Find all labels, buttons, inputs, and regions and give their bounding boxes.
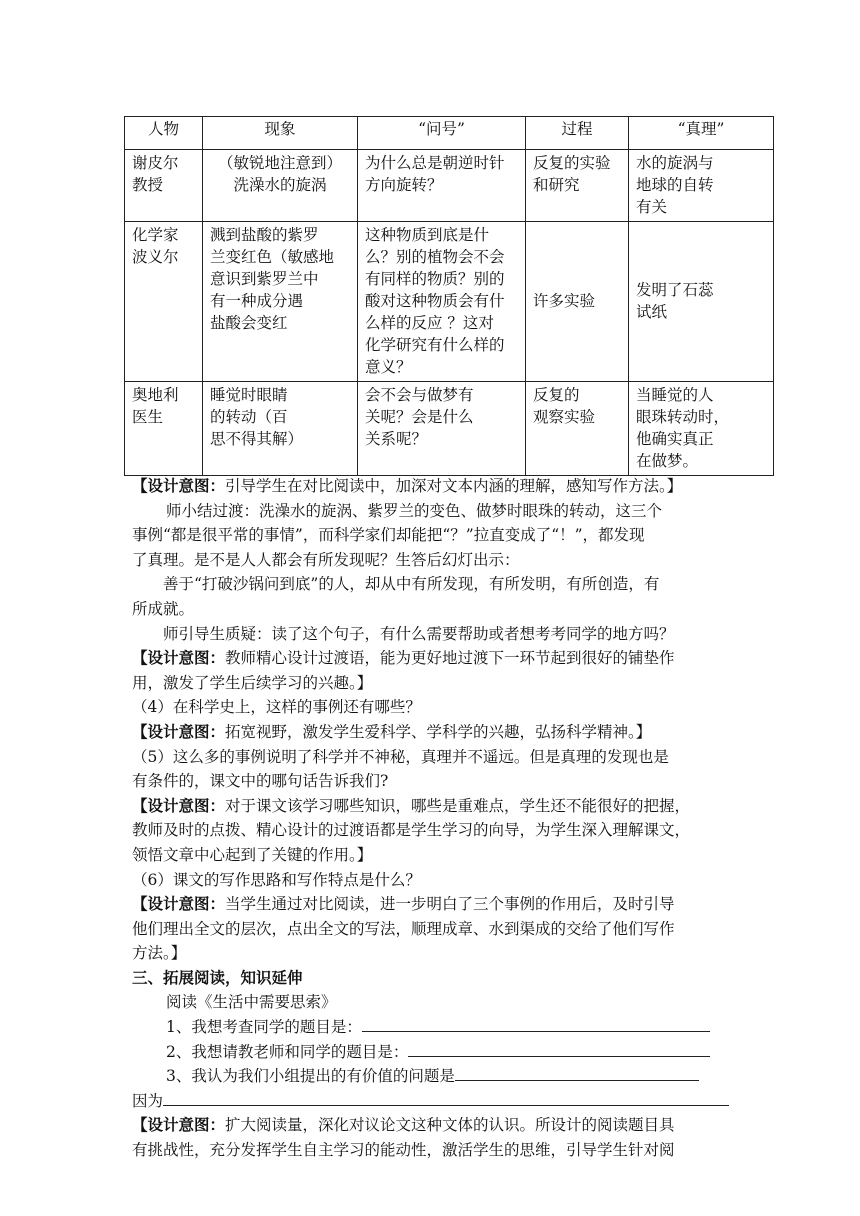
exercise-line-4: [132, 1089, 734, 1114]
header-truth: “真理”: [629, 117, 774, 150]
cell-text: 谢皮尔: [132, 154, 179, 172]
table-row: [125, 222, 774, 382]
cell-process: [526, 150, 629, 222]
paragraph-line: 领悟文章中心起到了关键的作用。】: [132, 845, 373, 864]
table-row: [125, 382, 774, 476]
cell-text: 盐酸会变红: [210, 314, 288, 332]
paragraph-line: 方法。】: [132, 944, 187, 963]
cell-text: 教授: [132, 176, 164, 194]
exercise-line-1: [132, 1015, 734, 1040]
design-intent-paragraph: [132, 794, 734, 819]
question-line: （6）课文的写作思路和写作特点是什么？: [132, 870, 421, 889]
cell-text: 溅到盐酸的紫罗: [210, 226, 319, 244]
cell-text: 为什么总是朝逆时针: [365, 154, 505, 172]
cell-text: 发明了石蕊: [636, 281, 714, 299]
exercise-line-2: [132, 1040, 734, 1065]
cell-text: 试纸: [636, 303, 668, 321]
cell-text: 地球的自转: [636, 176, 714, 194]
cell-text: 观察实验: [533, 408, 596, 426]
cell-text: 反复的: [533, 386, 580, 404]
cell-text: 么？别的植物会不会: [365, 248, 505, 266]
paragraph-line: 有挑战性，充分发挥学生自主学习的能动性，激活学生的思维，引导学生针对阅: [132, 1141, 675, 1160]
paragraph-text: 教师精心设计过渡语，能为更好地过渡下一环节起到很好的铺垫作: [225, 649, 675, 668]
cell-question: [358, 150, 526, 222]
cell-question: [358, 222, 526, 382]
cell-text: 许多实验: [533, 292, 596, 310]
cell-text: 有关: [636, 198, 668, 216]
comparison-table: [124, 116, 774, 476]
cell-text: 化学家: [132, 226, 179, 244]
paragraph-text: 当学生通过对比阅读，进一步明白了三个事例的作用后，及时引导: [225, 895, 675, 914]
section-heading: 三、拓展阅读，知识延伸: [132, 967, 303, 987]
answer-blank[interactable]: [362, 1016, 710, 1032]
cell-text: 么样的反应 ？这对: [365, 314, 494, 332]
cell-text: 睡觉时眼睛: [210, 386, 288, 404]
cell-text: 他确实真正: [636, 430, 714, 448]
cell-text: 水的旋涡与: [636, 154, 714, 172]
cell-text: 兰变红色（敏感地: [210, 248, 335, 266]
cell-phenomenon: [203, 382, 358, 476]
paragraph-line: 了真理。是不是人人都会有所发现呢？生答后幻灯出示：: [132, 550, 520, 569]
paragraph-text: 引导学生在对比阅读中，加深对文本内涵的理解，感知写作方法。】: [225, 477, 683, 495]
cell-text: 洗澡水的旋涡: [233, 176, 327, 194]
cell-phenomenon: [203, 222, 358, 382]
cell-text: 当睡觉的人: [636, 386, 714, 404]
cell-text: 的转动（百: [210, 408, 288, 426]
cell-person: [125, 382, 203, 476]
cell-text: 医生: [132, 408, 164, 426]
cell-text: 眼珠转动时，: [636, 408, 730, 426]
paragraph-line: 事例“都是很平常的事情”，而科学家们却能把“？”拉直变成了“！”，都发现: [132, 526, 645, 545]
cell-text: 方向旋转？: [365, 176, 443, 194]
design-intent-label: 【设计意图：: [132, 1115, 226, 1135]
cell-text: 酸对这种物质会有什: [365, 292, 505, 310]
cell-text: （敏锐地注意到）: [217, 154, 342, 172]
reading-assignment: 阅读《生活中需要思索》: [166, 993, 337, 1012]
cell-text: 关呢？会是什么: [365, 408, 474, 426]
cell-text: 有同样的物质？别的: [365, 270, 505, 288]
exercise-prompt: 因为: [132, 1091, 164, 1110]
paragraph-line: 师引导生质疑：读了这个句子，有什么需要帮助或者想考考同学的地方吗？: [163, 624, 675, 643]
design-intent-label: 【设计意图：: [132, 648, 226, 668]
cell-text: 会不会与做梦有: [365, 386, 474, 404]
paragraph-text: 拓宽视野，激发学生爱科学、学科学的兴趣，弘扬科学精神。】: [225, 722, 652, 741]
cell-text: 关系呢？: [365, 430, 428, 448]
exercise-prompt: 1、我想考查同学的题目是：: [166, 1018, 362, 1037]
cell-text: 奥地利: [132, 386, 179, 404]
cell-text: 化学研究有什么样的: [365, 336, 505, 354]
cell-truth: [629, 150, 774, 222]
design-intent-label: 【设计意图：: [132, 476, 226, 495]
design-intent-label: 【设计意图：: [132, 721, 226, 741]
header-process: 过程: [526, 117, 629, 150]
question-line: （4）在科学史上，这样的事例还有哪些？: [132, 698, 421, 717]
question-line: （5）这么多的事例说明了科学并不神秘，真理并不遥远。但是真理的发现也是: [132, 747, 669, 766]
paragraph-text: 对于课文该学习哪些知识，哪些是重难点，学生还不能很好的把握，: [225, 796, 691, 815]
cell-phenomenon: [203, 150, 358, 222]
paragraph-line: 善于“打破沙锅问到底”的人，却从中有所发现，有所发明，有所创造，有: [163, 575, 660, 594]
cell-text: 意义？: [365, 358, 412, 376]
body-text: [132, 474, 734, 1163]
cell-text: 在做梦。: [636, 452, 699, 470]
exercise-line-3: [132, 1064, 734, 1089]
design-intent-paragraph: [132, 720, 734, 745]
answer-blank[interactable]: [455, 1065, 699, 1081]
exercise-prompt: 2、我想请教老师和同学的题目是：: [166, 1042, 409, 1061]
design-intent-label: 【设计意图：: [132, 894, 226, 914]
cell-text: 这种物质到底是什: [365, 226, 490, 244]
exercise-prompt: 3、我认为我们小组提出的有价值的问题是: [166, 1067, 455, 1086]
cell-text: 波义尔: [132, 248, 179, 266]
paragraph-line: 有条件的，课文中的哪句话告诉我们?: [132, 772, 389, 791]
design-intent-label: 【设计意图：: [132, 795, 226, 815]
cell-process: [526, 222, 629, 382]
cell-text: 意识到紫罗兰中: [210, 270, 319, 288]
design-intent-paragraph: [132, 1113, 734, 1138]
cell-text: 思不得其解）: [210, 430, 304, 448]
cell-truth: [629, 382, 774, 476]
cell-question: [358, 382, 526, 476]
paragraph-line: 所成就。: [132, 599, 195, 618]
paragraph-line: 他们理出全文的层次，点出全文的写法，顺理成章、水到渠成的交给了他们写作: [132, 919, 675, 938]
cell-text: 反复的实验: [533, 154, 611, 172]
header-question: “问号”: [358, 117, 526, 150]
design-intent-paragraph: [132, 474, 734, 499]
design-intent-paragraph: [132, 646, 734, 671]
paragraph-line: 教师及时的点拨、精心设计的过渡语都是学生学习的向导，为学生深入理解课文，: [132, 821, 691, 840]
cell-person: [125, 150, 203, 222]
cell-truth: [629, 222, 774, 382]
table-row: [125, 150, 774, 222]
paragraph-text: 扩大阅读量，深化对议论文这种文体的认识。所设计的阅读题目具: [225, 1116, 675, 1135]
cell-text: 有一种成分遇: [210, 292, 304, 310]
answer-blank[interactable]: [408, 1041, 710, 1057]
header-phenomenon: 现象: [203, 117, 358, 150]
design-intent-paragraph: [132, 892, 734, 917]
header-person: 人物: [125, 117, 203, 150]
table-header-row: [125, 117, 774, 150]
cell-text: 和研究: [533, 176, 580, 194]
paragraph-line: 师小结过渡：洗澡水的旋涡、紫罗兰的变色、做梦时眼珠的转动，这三个: [166, 501, 663, 520]
answer-blank[interactable]: [163, 1090, 729, 1106]
cell-person: [125, 222, 203, 382]
cell-process: [526, 382, 629, 476]
paragraph-line: 用，激发了学生后续学习的兴趣。】: [132, 673, 373, 692]
